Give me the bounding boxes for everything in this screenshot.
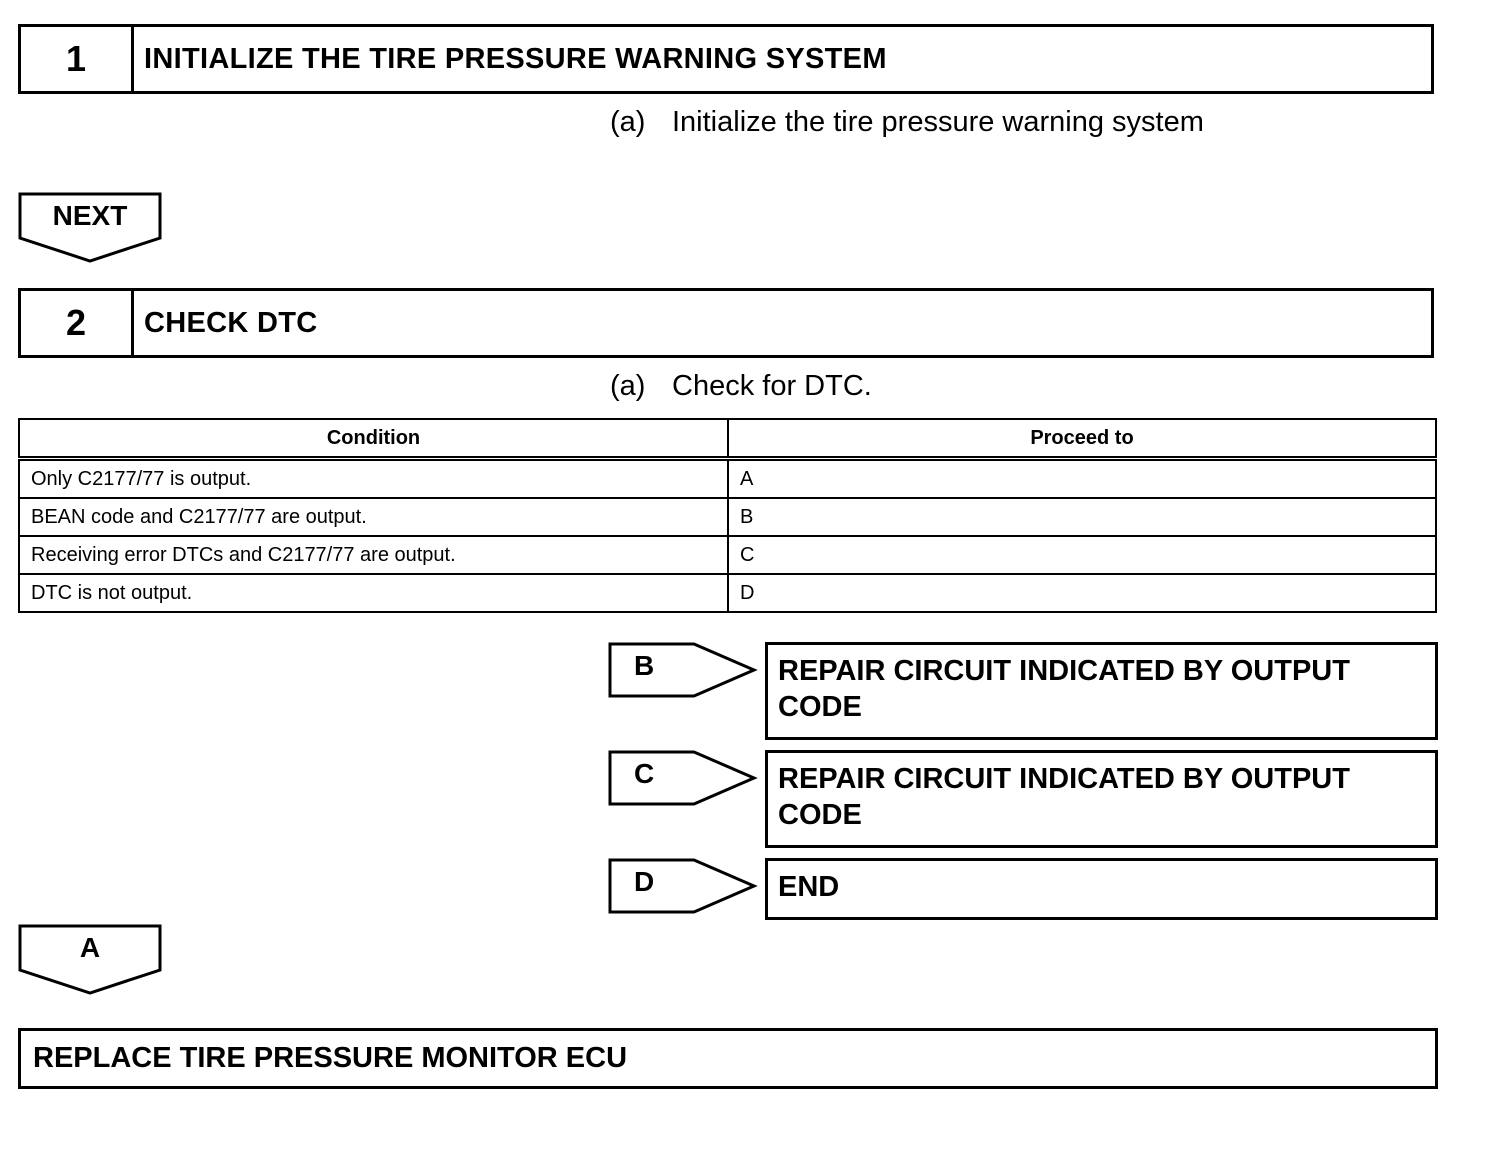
table-header-row <box>19 419 1436 459</box>
condition-cell: BEAN code and C2177/77 are output. <box>19 498 728 536</box>
branch-tag <box>608 642 758 698</box>
condition-cell: Receiving error DTCs and C2177/77 are output. <box>19 536 728 574</box>
substep-label: (a) <box>610 106 646 138</box>
right-arrow-icon <box>608 750 758 806</box>
step-number: 1 <box>21 27 134 91</box>
a-label: A <box>79 932 101 963</box>
substep-text: Check for DTC. <box>672 370 872 402</box>
a-arrow <box>18 924 164 996</box>
proceed-cell: C <box>728 536 1436 574</box>
next-label: NEXT <box>52 200 128 231</box>
branch-result: REPAIR CIRCUIT INDICATED BY OUTPUT CODE <box>765 750 1438 848</box>
table-row <box>19 574 1436 612</box>
final-action-box: REPLACE TIRE PRESSURE MONITOR ECU <box>18 1028 1438 1089</box>
branch-d <box>608 858 1438 920</box>
step-title: INITIALIZE THE TIRE PRESSURE WARNING SYSTEM <box>144 42 887 75</box>
next-arrow <box>18 192 164 264</box>
branch-tag <box>608 858 758 914</box>
condition-table <box>18 418 1437 613</box>
branch-b <box>608 642 1438 740</box>
branch-result: REPAIR CIRCUIT INDICATED BY OUTPUT CODE <box>765 642 1438 740</box>
branch-c <box>608 750 1438 848</box>
table-row <box>19 498 1436 536</box>
step-title: CHECK DTC <box>144 306 318 339</box>
condition-cell: Only C2177/77 is output. <box>19 459 728 499</box>
table-row <box>19 459 1436 499</box>
right-arrow-icon <box>608 858 758 914</box>
branch-label: B <box>634 650 655 681</box>
step-number: 2 <box>21 291 134 355</box>
condition-cell: DTC is not output. <box>19 574 728 612</box>
proceed-cell: B <box>728 498 1436 536</box>
branch-result: END <box>765 858 1438 920</box>
table-row <box>19 536 1436 574</box>
proceed-cell: A <box>728 459 1436 499</box>
substep-text: Initialize the tire pressure warning system <box>672 106 1204 138</box>
column-header-condition: Condition <box>19 419 728 459</box>
branch-tag <box>608 750 758 806</box>
step-1-header <box>18 24 1434 94</box>
substep-label: (a) <box>610 370 646 402</box>
proceed-cell: D <box>728 574 1436 612</box>
step-1-substep <box>610 106 1204 139</box>
branch-label: D <box>634 866 655 897</box>
step-2-header <box>18 288 1434 358</box>
step-2-substep <box>610 370 872 403</box>
right-arrow-icon <box>608 642 758 698</box>
column-header-proceed: Proceed to <box>728 419 1436 459</box>
branch-label: C <box>634 758 655 789</box>
